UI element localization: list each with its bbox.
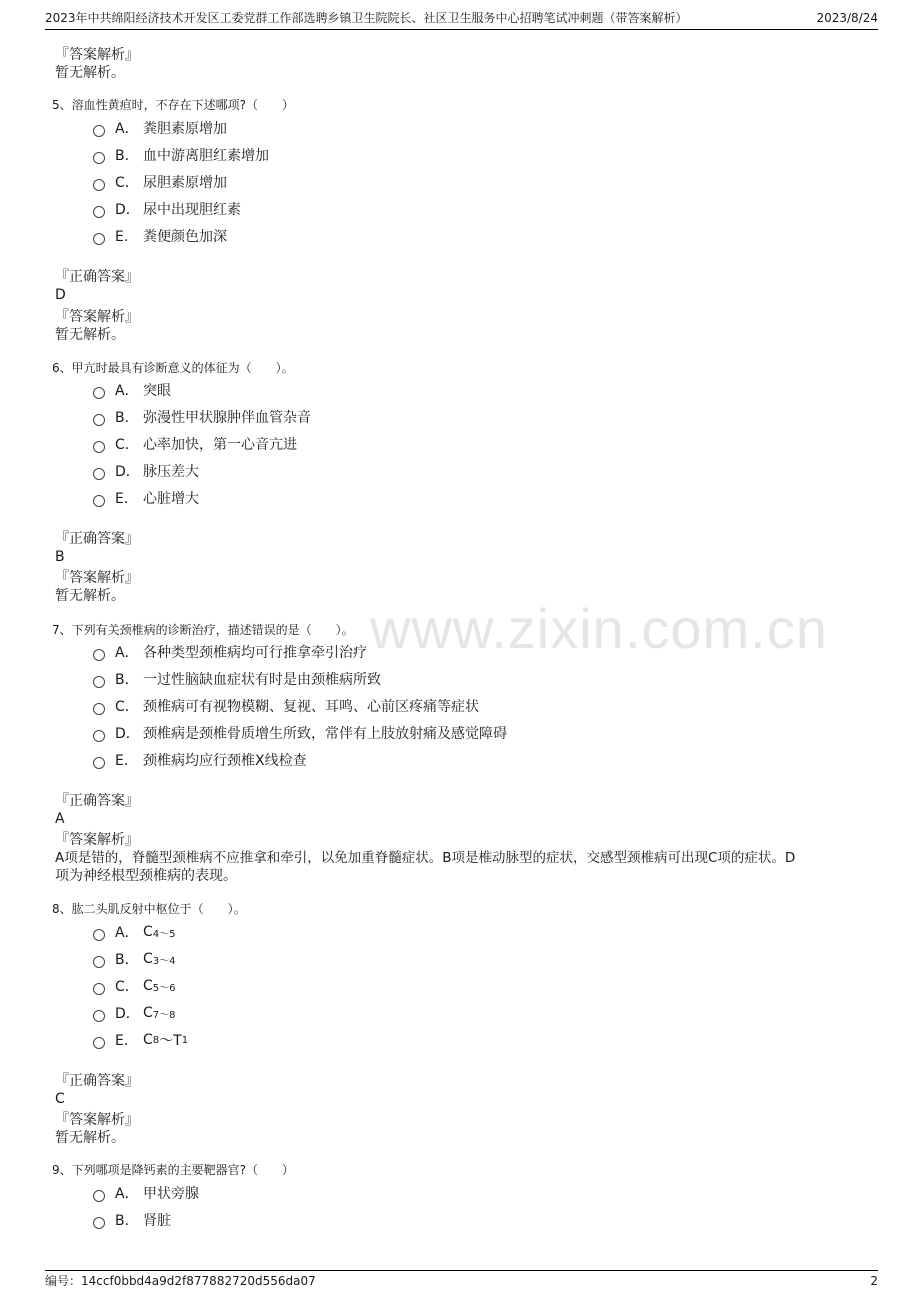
radio-icon[interactable]: [93, 495, 105, 507]
option-6b[interactable]: B． 弥漫性甲状腺肿伴血管杂音: [93, 407, 311, 427]
radio-icon[interactable]: [93, 441, 105, 453]
question-7-answer: 『正确答案』 A: [55, 792, 875, 828]
page-number: 2: [870, 1274, 878, 1288]
question-9-stem: 9、下列哪项是降钙素的主要靶器官?（ ）: [52, 1163, 295, 1177]
question-5-stem: 5、溶血性黄疸时，不存在下述哪项?（ ）: [52, 98, 295, 112]
question-7-analysis: 『答案解析』 A项是错的，脊髓型颈椎病不应推拿和牵引，以免加重脊髓症状。B项是椎动脉型的症状，交感型颈椎病可出现C项的症状。D 项为神经根型颈椎病的表现。: [55, 832, 796, 884]
question-5-answer: 『正确答案』 D: [55, 268, 875, 304]
option-8d[interactable]: D． C 7～8: [93, 1003, 176, 1023]
option-6d[interactable]: D． 脉压差大: [93, 461, 199, 481]
question-7-stem: 7、下列有关颈椎病的诊断治疗，描述错误的是（ ）。: [52, 623, 354, 637]
option-6e[interactable]: E． 心脏增大: [93, 488, 199, 508]
document-code: 编号：14ccf0bbd4a9d2f877882720d556da07: [45, 1274, 316, 1288]
question-8-stem: 8、肱二头肌反射中枢位于（ ）。: [52, 902, 246, 916]
radio-icon[interactable]: [93, 649, 105, 661]
radio-icon[interactable]: [93, 233, 105, 245]
page-footer: [45, 1270, 878, 1289]
answer-value: B: [55, 549, 65, 565]
radio-icon[interactable]: [93, 983, 105, 995]
option-8e[interactable]: E． C 8 ～T 1: [93, 1030, 188, 1050]
option-5c[interactable]: C． 尿胆素原增加: [93, 172, 227, 192]
radio-icon[interactable]: [93, 414, 105, 426]
radio-icon[interactable]: [93, 179, 105, 191]
option-6a[interactable]: A． 突眼: [93, 380, 171, 400]
page-header: [45, 10, 878, 30]
answer-value: C: [55, 1091, 65, 1107]
option-8c[interactable]: C． C 5～6: [93, 976, 176, 996]
radio-icon[interactable]: [93, 730, 105, 742]
radio-icon[interactable]: [93, 703, 105, 715]
analysis-label: 『答案解析』: [55, 47, 139, 63]
radio-icon[interactable]: [93, 1037, 105, 1049]
option-5b[interactable]: B． 血中游离胆红素增加: [93, 145, 269, 165]
question-6-stem: 6、甲亢时最具有诊断意义的体征为（ ）。: [52, 361, 294, 375]
header-date: 2023/8/24: [816, 11, 878, 25]
question-6-analysis: 『答案解析』 暂无解析。: [55, 570, 139, 604]
radio-icon[interactable]: [93, 206, 105, 218]
question-8-answer: 『正确答案』 C: [55, 1072, 875, 1108]
radio-icon[interactable]: [93, 125, 105, 137]
radio-icon[interactable]: [93, 1190, 105, 1202]
question-6-answer: 『正确答案』 B: [55, 530, 875, 566]
document-title: 2023年中共绵阳经济技术开发区工委党群工作部选聘乡镇卫生院院长、社区卫生服务中心招聘笔试冲刺题（带答案解析）: [45, 11, 688, 25]
option-8b[interactable]: B． C 3～4: [93, 949, 176, 969]
option-9b[interactable]: B． 肾脏: [93, 1210, 171, 1230]
question-8-analysis: 『答案解析』 暂无解析。: [55, 1112, 139, 1146]
analysis-text: 暂无解析。: [55, 65, 125, 81]
option-6c[interactable]: C． 心率加快，第一心音亢进: [93, 434, 297, 454]
radio-icon[interactable]: [93, 1217, 105, 1229]
watermark: www.zixin.com.cn: [370, 597, 828, 660]
radio-icon[interactable]: [93, 757, 105, 769]
radio-icon[interactable]: [93, 387, 105, 399]
answer-value: D: [55, 287, 66, 303]
answer-value: A: [55, 811, 65, 827]
option-5e[interactable]: E． 粪便颜色加深: [93, 226, 227, 246]
radio-icon[interactable]: [93, 468, 105, 480]
previous-analysis: [55, 46, 875, 82]
radio-icon[interactable]: [93, 956, 105, 968]
question-5-analysis: 『答案解析』 暂无解析。: [55, 309, 139, 343]
radio-icon[interactable]: [93, 676, 105, 688]
option-7a[interactable]: A． 各种类型颈椎病均可行推拿牵引治疗: [93, 642, 367, 662]
option-9a[interactable]: A． 甲状旁腺: [93, 1183, 199, 1203]
option-7d[interactable]: D． 颈椎病是颈椎骨质增生所致，常伴有上肢放射痛及感觉障碍: [93, 723, 507, 743]
option-5d[interactable]: D． 尿中出现胆红素: [93, 199, 241, 219]
option-8a[interactable]: A． C 4～5: [93, 922, 176, 942]
option-5a[interactable]: A． 粪胆素原增加: [93, 118, 227, 138]
radio-icon[interactable]: [93, 929, 105, 941]
radio-icon[interactable]: [93, 1010, 105, 1022]
option-7b[interactable]: B． 一过性脑缺血症状有时是由颈椎病所致: [93, 669, 381, 689]
radio-icon[interactable]: [93, 152, 105, 164]
option-7e[interactable]: E． 颈椎病均应行颈椎X线检查: [93, 750, 307, 770]
option-7c[interactable]: C． 颈椎病可有视物模糊、复视、耳鸣、心前区疼痛等症状: [93, 696, 479, 716]
